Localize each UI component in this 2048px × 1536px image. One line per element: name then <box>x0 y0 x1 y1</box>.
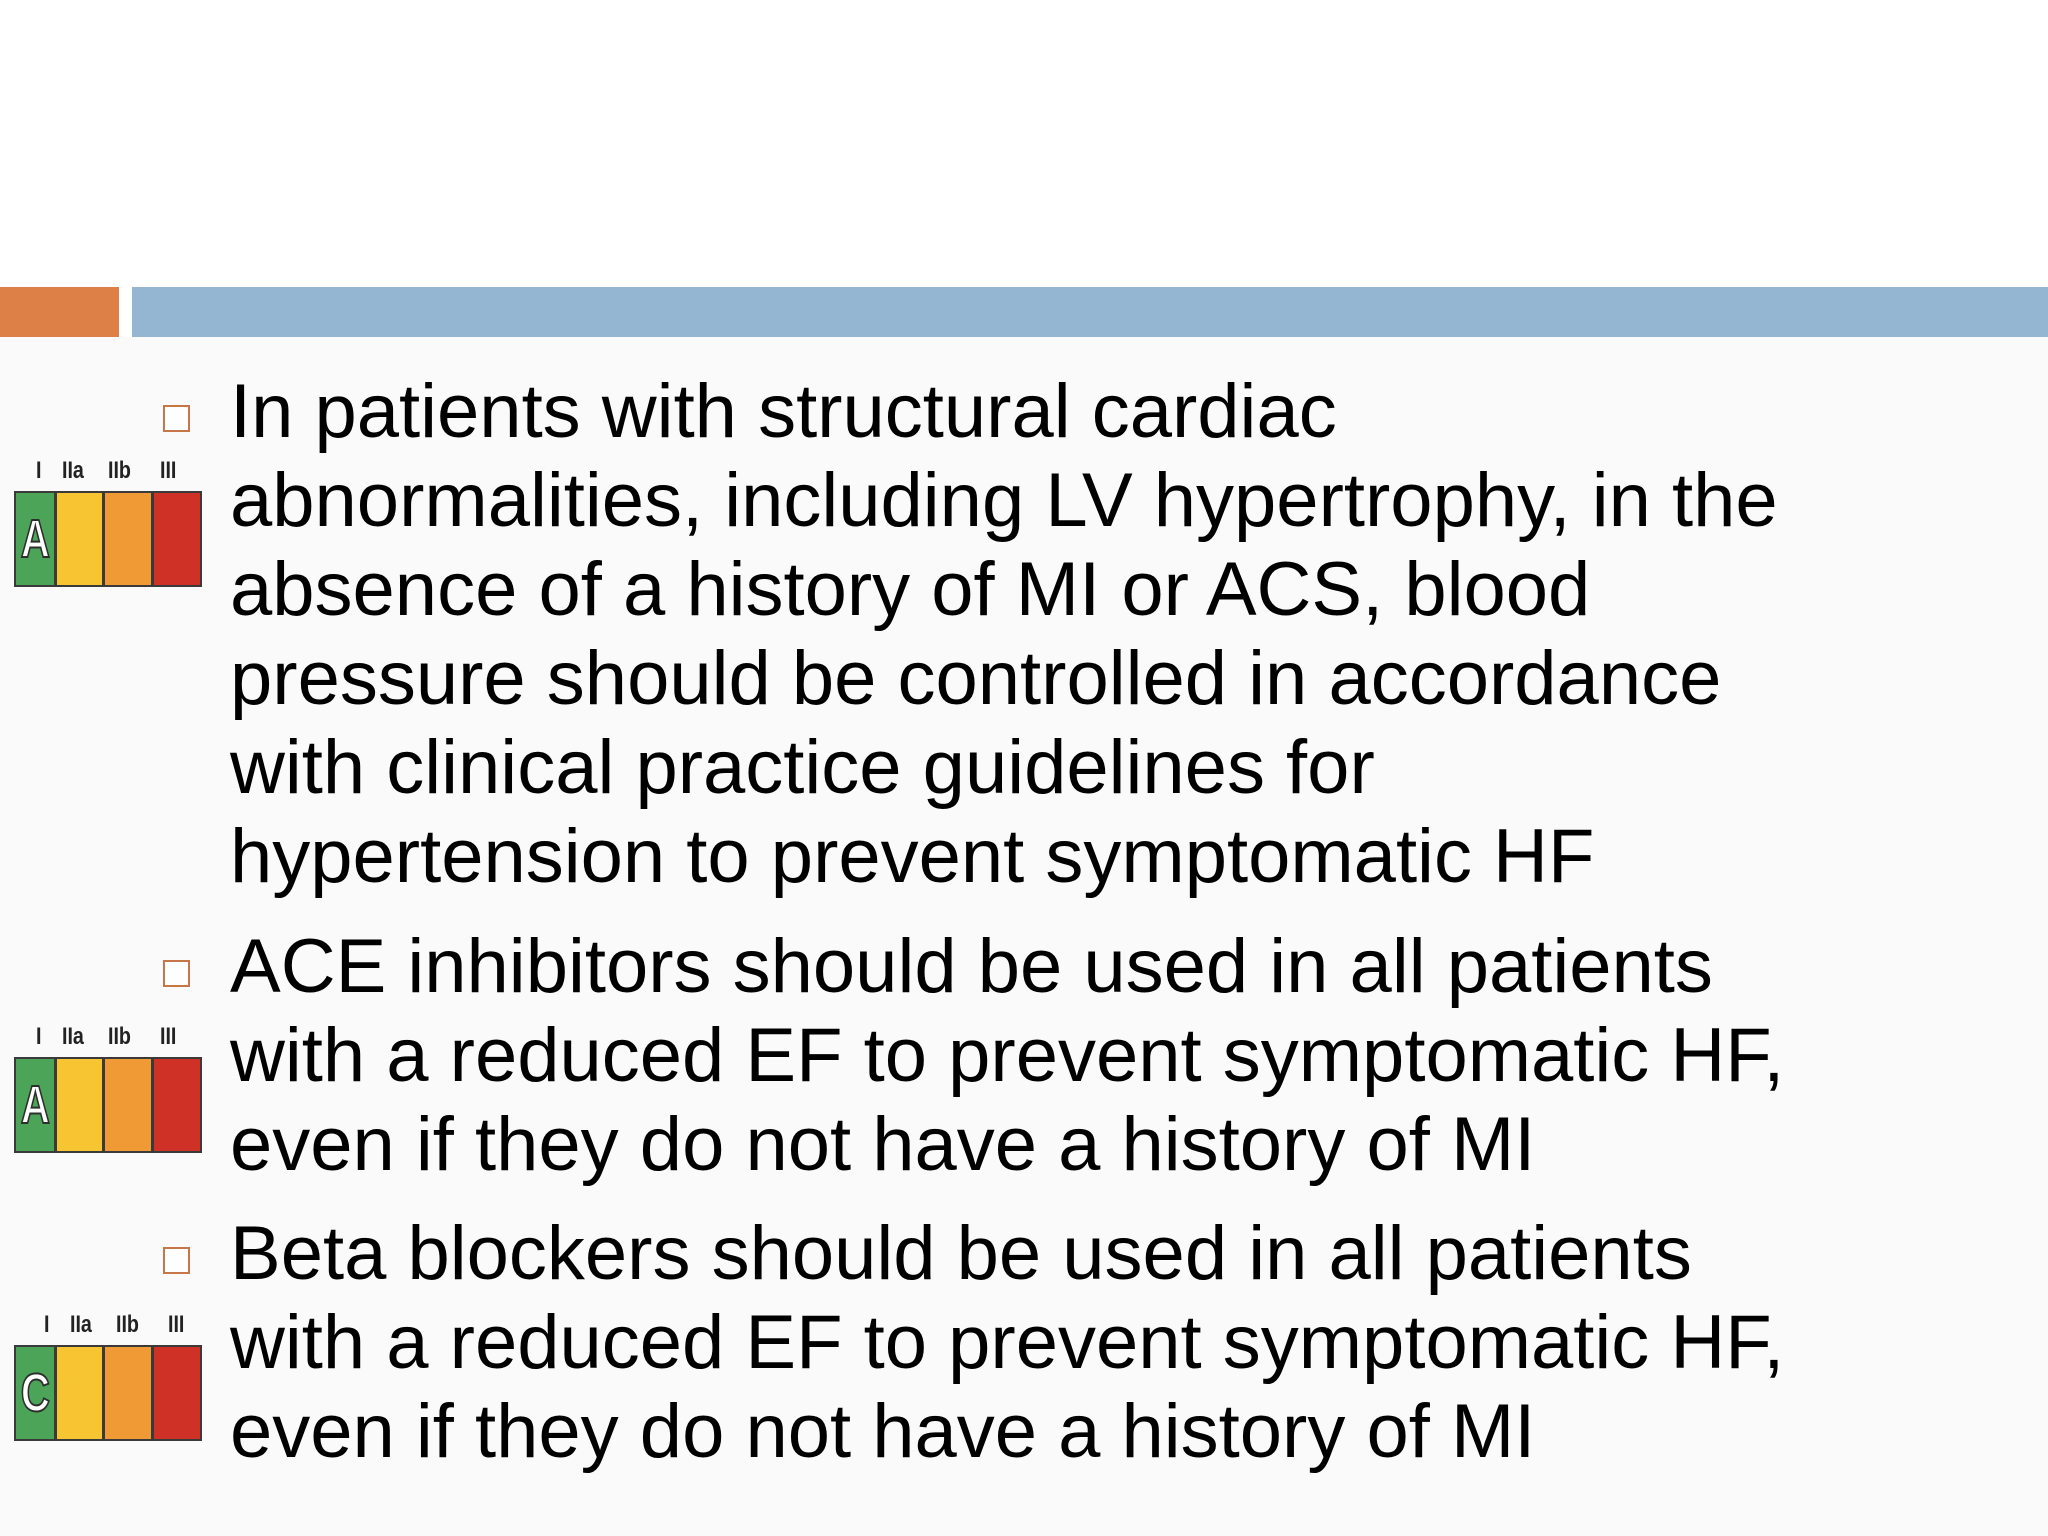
bullet-square-2 <box>163 960 190 987</box>
recommendation-badge-2 <box>14 1022 202 1154</box>
class-i-segment <box>16 1347 54 1439</box>
recommendation-bar <box>14 1345 202 1441</box>
text-line: with a reduced EF to prevent symptomatic HF, <box>230 1300 1785 1385</box>
class-label-i: I <box>36 1023 42 1050</box>
text-line: abnormalities, including LV hypertrophy, in the <box>230 458 1778 543</box>
bullet-square-3 <box>163 1247 190 1274</box>
level-of-evidence: A <box>20 1075 50 1135</box>
class-i-segment <box>16 493 54 585</box>
recommendation-badge-3 <box>14 1310 202 1442</box>
text-line: In patients with structural cardiac <box>230 369 1337 454</box>
class-label-iia: IIa <box>62 1023 84 1050</box>
class-iii-segment <box>154 493 200 585</box>
bullet-square-1 <box>163 405 190 432</box>
bullet-text-1 <box>230 367 2020 901</box>
text-line: even if they do not have a history of MI <box>230 1102 1536 1187</box>
header-accent-bar <box>0 287 119 337</box>
bullet-text-2 <box>230 922 2020 1189</box>
class-iii-segment <box>154 1059 200 1151</box>
class-label-iii: III <box>168 1311 185 1338</box>
class-iib-segment <box>105 1059 151 1151</box>
class-label-iib: IIb <box>108 457 131 484</box>
recommendation-bar <box>14 491 202 587</box>
class-label-iib: IIb <box>116 1311 139 1338</box>
class-label-iii: III <box>160 457 177 484</box>
text-line: hypertension to prevent symptomatic HF <box>230 814 1595 899</box>
level-of-evidence: A <box>20 509 50 569</box>
class-label-iia: IIa <box>62 457 84 484</box>
text-line: ACE inhibitors should be used in all patients <box>230 924 1713 1009</box>
text-line: absence of a history of MI or ACS, blood <box>230 547 1591 632</box>
class-iib-segment <box>105 493 151 585</box>
text-line: pressure should be controlled in accordance <box>230 636 1722 721</box>
class-labels <box>14 1310 202 1340</box>
class-iib-segment <box>105 1347 151 1439</box>
class-label-iii: III <box>160 1023 177 1050</box>
bullet-text-3 <box>230 1209 2020 1476</box>
class-i-segment <box>16 1059 54 1151</box>
class-label-i: I <box>36 457 42 484</box>
text-line: with a reduced EF to prevent symptomatic HF, <box>230 1013 1785 1098</box>
text-line: with clinical practice guidelines for <box>230 725 1375 810</box>
header-main-bar <box>132 287 2048 337</box>
class-iii-segment <box>154 1347 200 1439</box>
text-line: Beta blockers should be used in all patients <box>230 1211 1692 1296</box>
class-labels <box>14 1022 202 1052</box>
class-iia-segment <box>57 1347 103 1439</box>
class-label-iib: IIb <box>108 1023 131 1050</box>
recommendation-bar <box>14 1057 202 1153</box>
recommendation-badge-1 <box>14 456 202 588</box>
class-label-iia: IIa <box>70 1311 92 1338</box>
class-iia-segment <box>57 1059 103 1151</box>
class-iia-segment <box>57 493 103 585</box>
class-label-i: I <box>44 1311 50 1338</box>
level-of-evidence: C <box>20 1363 50 1423</box>
text-line: even if they do not have a history of MI <box>230 1389 1536 1474</box>
class-labels <box>14 456 202 486</box>
